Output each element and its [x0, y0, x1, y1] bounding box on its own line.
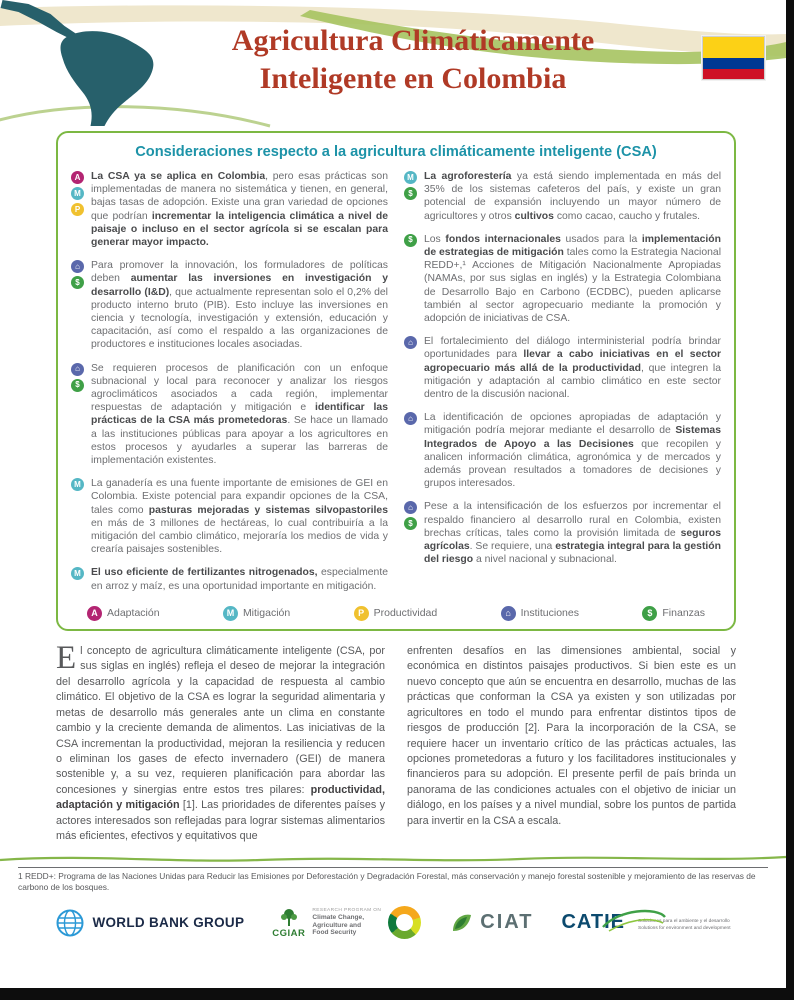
productivity-icon: P: [354, 606, 369, 621]
consideration-item: [404, 170, 721, 223]
partner-logos-bar: [0, 906, 786, 939]
ciat-wordmark: CIAT: [480, 911, 534, 934]
world-bank-logo: [55, 908, 244, 938]
consideration-text: La identificación de opciones apropiadas de adaptación y mitigación podría mejorar mediante el desarrollo de Sistemas Integrados de Apoyo a las Decisiones que recopilen y analicen información climática, agronómica y de mercados y además provean resultados a tomadores de decisiones y grupos interesados.: [424, 412, 722, 490]
finances-icon: $: [404, 234, 417, 247]
legend-label: Finanzas: [662, 607, 705, 620]
intro-section: [56, 639, 736, 845]
consideration-icon-stack: [71, 566, 85, 592]
catie-tagline: [638, 919, 731, 932]
mitigation-icon: M: [71, 567, 84, 580]
institutions-icon: ⌂: [71, 260, 84, 273]
adaptation-icon: A: [87, 606, 102, 621]
finances-icon: $: [71, 379, 84, 392]
ccafs-line: Food Security: [312, 929, 357, 937]
mitigation-icon: M: [223, 606, 238, 621]
ccafs-program-text: [312, 908, 381, 937]
consideration-text: Para promover la innovación, los formuladores de políticas deben aumentar las inversiones en investigación y desarrollo (I&D), que actualmente representan solo el 0,2% del producto interno bruto (PIB). Esto incluye las inversiones en ciencia y tecnología, investigación y extensión, educación y capacitación, así como el respaldo a las organizaciones de productores e instituciones locales asociadas.: [91, 260, 388, 351]
finances-icon: $: [404, 187, 417, 200]
catie-wordmark: CATIE: [561, 911, 625, 934]
cgiar-tree-icon: [279, 907, 299, 927]
consideration-text: El uso eficiente de fertilizantes nitrogenados, especialmente en arroz y maíz, es una oportunidad importante en mitigación.: [91, 567, 388, 592]
legend-item-productividad: [354, 606, 438, 621]
consideration-item: [71, 566, 388, 592]
finances-icon: $: [71, 276, 84, 289]
consideration-text: Se requieren procesos de planificación con un enfoque subnacional y local para reconocer y analizar los riesgos agroclimáticos asociados a cada región, implementar respuestas de adaptación y mitigación e identificar las prácticas de la CSA más prometedoras. Se hace un llamado a las instituciones públicas para apoyar a los agricultores en estos procesos y ayudarles a superar las barreras de implementación existentes.: [91, 362, 389, 467]
ciat-logo: [449, 911, 533, 935]
considerations-columns: [71, 170, 721, 603]
flag-stripe-blue: [703, 58, 764, 69]
catie-logo: [561, 911, 730, 934]
page-title: [0, 0, 786, 99]
ccafs-line: Agriculture and: [312, 921, 362, 929]
ccafs-ring-icon: [388, 906, 421, 939]
legend-label: Instituciones: [520, 607, 579, 620]
green-wave-divider: [0, 851, 786, 865]
productivity-icon: P: [71, 203, 84, 216]
ccafs-program-label: RESEARCH PROGRAM ON: [312, 908, 382, 914]
legend-item-finanzas: [642, 606, 705, 621]
consideration-icon-stack: [404, 233, 418, 325]
consideration-item: [404, 411, 721, 490]
cgiar-emblem: [272, 907, 305, 939]
dropcap: E: [56, 639, 77, 676]
considerations-right-column: [404, 170, 721, 603]
ccafs-line: Climate Change,: [312, 913, 365, 921]
consideration-icon-stack: [71, 259, 85, 351]
intro-column-2-text: enfrenten desafíos en las dimensiones ambiental, social y económica en distintos paisajes productivos. Si bien este es un nuevo concepto que aún se encuentra en desarrollo, muchas de las prácticas que conforman la CSA ya existen y son utilizadas por agricultores en todo el mundo para enfrentar distintos tipos de riesgos de producción [2]. Para la incorporación de la CSA, se requiere hacer un inventario crítico de las prácticas actuales, las opciones prometedoras a futuro y los facilitadores institucionales y financieros para su adopción. El presente perfil de país brinda un panorama de las condiciones actuales con el objetivo de iniciar un diálogo, en los países y a nivel mundial, sobre los puntos de partida para invertir en la CSA a escala.: [407, 644, 736, 827]
page-title-line-1: Agricultura Climáticamente: [231, 24, 595, 57]
footnote: 1 REDD+: Programa de las Naciones Unidas para Reducir las Emisiones por Deforestación y Degradación Forestal, más conservación y manejo forestal sostenible y mejoramiento de las reservas de carbono de los bosques.: [18, 867, 768, 895]
page-title-line-2: Inteligente en Colombia: [259, 62, 567, 96]
catie-tagline-line: Solutions for environment and development: [638, 925, 731, 931]
catie-tagline-line: Soluciones para el ambiente y el desarrollo: [638, 919, 730, 925]
consideration-icon-stack: [404, 335, 418, 401]
consideration-text: El fortalecimiento del diálogo interministerial podría brindar oportunidades para llevar a cabo iniciativas en el sector agropecuario más allá de la productividad, que integren la mitigación y adaptación al cambio climático en este sector dentro de la discusión nacional.: [424, 336, 721, 401]
page-header: [0, 0, 786, 128]
legend-item-mitigación: [223, 606, 290, 621]
finances-icon: $: [404, 517, 417, 530]
consideration-item: [404, 335, 721, 401]
intro-column-1-text: l concepto de agricultura climáticamente inteligente (CSA, por sus siglas en inglés) refleja el deseo de mejorar la integración del desarrollo agrícola y la capacidad de respuesta al cambio climático. El objetivo de la CSA es lograr la seguridad alimentaria y metas de desarrollo más generales ante un clima en constante cambio y la creciente demanda de alimentos. Las iniciativas de la CSA incrementan la productividad, mejoran la resiliencia y reducen o eliminan los gases de efecto invernadero (GEI) de manera sostenible y, a su vez, requieren planificación para abordar las concesiones y sinergias entre estos tres pilares: productividad, adaptación y mitigación [1]. Las prioridades de diferentes países y actores interesados son reflejadas para lograr sistemas alimentarios más eficientes, efectivos y equitativos que: [56, 644, 385, 843]
finances-icon: $: [642, 606, 657, 621]
consideration-icon-stack: [404, 411, 418, 490]
consideration-icon-stack: [71, 170, 85, 249]
legend-label: Mitigación: [242, 607, 291, 620]
consideration-item: [404, 233, 721, 325]
considerations-left-column: [71, 170, 388, 603]
institutions-icon: ⌂: [71, 363, 84, 376]
institutions-icon: ⌂: [404, 501, 417, 514]
adaptation-icon: A: [71, 171, 84, 184]
colombia-flag: [702, 36, 765, 80]
ccafs-ring-hole: [396, 914, 413, 931]
ciat-leaf-icon: [449, 911, 473, 935]
consideration-item: [71, 259, 388, 351]
cgiar-wordmark: CGIAR: [272, 927, 306, 939]
consideration-text: Los fondos internacionales usados para la implementación de estrategias de mitigación tales como la Estrategia Nacional REDD+,¹ Acciones de Mitigación Nacionalmente Apropiadas (NAMAs, por sus siglas en inglés) y la Estrategia Colombiana de Desarrollo Bajo en Carbono (ECDBC), pueden aplicarse también al sector agropecuario mediante la promoción y adopción de iniciativas de CSA.: [424, 233, 722, 325]
consideration-text: Pese a la intensificación de los esfuerzos por incrementar el respaldo financiero al desarrollo rural en Colombia, existen brechas críticas, tales como la provisión limitada de seguros agrícolas. Se requiere, una estrategia integral para la gestión del riesgo a nivel nacional y subnacional.: [424, 501, 721, 566]
consideration-item: [71, 170, 388, 249]
world-bank-globe-icon: [55, 908, 85, 938]
mitigation-icon: M: [404, 171, 417, 184]
legend-item-instituciones: [501, 606, 579, 621]
world-bank-wordmark: WORLD BANK GROUP: [92, 915, 245, 931]
intro-column-1: [56, 639, 385, 845]
consideration-icon-stack: [404, 500, 418, 566]
institutions-icon: ⌂: [404, 336, 417, 349]
consideration-icon-stack: [404, 170, 418, 223]
consideration-item: [404, 500, 721, 566]
flag-stripe-yellow: [703, 37, 764, 58]
institutions-icon: ⌂: [404, 412, 417, 425]
legend-item-adaptación: [87, 606, 160, 621]
institutions-icon: ⌂: [501, 606, 516, 621]
legend-label: Productividad: [373, 607, 438, 620]
consideration-text: La CSA ya se aplica en Colombia, pero esas prácticas son implementadas de manera no sistemática y tienen, en general, bajas tasas de adopción. Existe una gran variedad de opciones que podrían incrementar la inteligencia climática a nivel de paisaje o incluso en el sector agrícola si se escalan para generar mayor impacto.: [91, 171, 388, 249]
cgiar-ccafs-logo: [272, 906, 421, 939]
mitigation-icon: M: [71, 187, 84, 200]
consideration-icon-stack: [71, 362, 85, 468]
consideration-text: La agroforestería ya está siendo implementada en más del 35% de los sistemas cafeteros del país, y existe un gran potencial de expansión incluyendo un mayor número de agricultores y otros cultivos como cacao, caucho y frutales.: [424, 171, 721, 222]
intro-column-2: [407, 644, 736, 845]
consideration-icon-stack: [71, 477, 85, 556]
legend: [71, 603, 721, 621]
mitigation-icon: M: [71, 478, 84, 491]
consideration-item: [71, 362, 388, 468]
considerations-box: [56, 131, 736, 631]
considerations-heading: Consideraciones respecto a la agricultura climáticamente inteligente (CSA): [135, 144, 657, 160]
legend-label: Adaptación: [107, 607, 160, 620]
consideration-text: La ganadería es una fuente importante de emisiones de GEI en Colombia. Existe potencial para expandir opciones de la CSA, tales como pasturas mejoradas y sistemas silvopastoriles en más de 3 millones de hectáreas, lo cual contribuiría a la mitigación del cambio climático, mejoraría los medios de vida y crearía paisajes sostenibles.: [91, 478, 388, 556]
flag-stripe-red: [703, 69, 764, 80]
consideration-item: [71, 477, 388, 556]
